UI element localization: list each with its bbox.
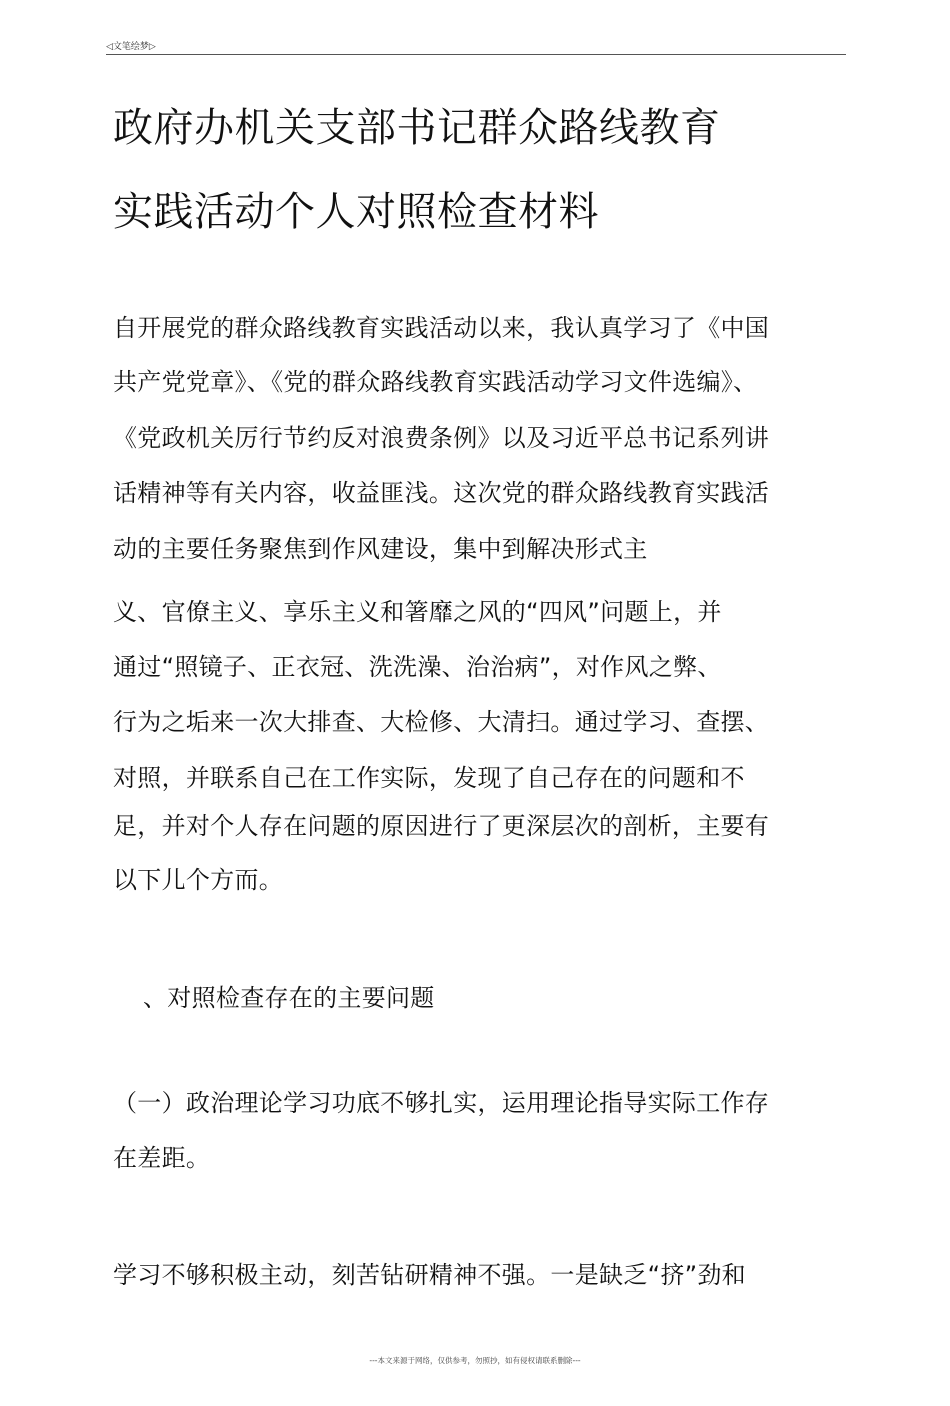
header-divider [106, 54, 846, 55]
intro-line-8: 行为之垢来一次大排查、大检修、大清扫。通过学习、查摆、 [113, 708, 770, 736]
document-title-line-2: 实践活动个人对照检查材料 [113, 189, 599, 235]
section-heading: 、对照检查存在的主要问题 [143, 984, 435, 1012]
intro-line-7: 通过“照镜子、正衣冠、洗洗澡、治治病”，对作风之弊、 [113, 653, 722, 681]
intro-line-3: 《党政机关厉行节约反对浪费条例》以及习近平总书记系列讲 [113, 424, 770, 452]
subsection-line-1: （一）政治理论学习功底不够扎实，运用理论指导实际工作存 [113, 1089, 770, 1117]
intro-line-1: 自开展党的群众路线教育实践活动以来，我认真学习了《中国 [113, 314, 770, 342]
closing-paragraph-line: 学习不够积极主动，刻苦钻研精神不强。一是缺乏“挤”劲和 [113, 1261, 746, 1289]
intro-line-2: 共产党党章》、《党的群众路线教育实践活动学习文件选编》、 [113, 368, 758, 396]
subsection-line-2: 在差距。 [113, 1144, 211, 1172]
document-title-line-1: 政府办机关支部书记群众路线教育 [113, 105, 721, 151]
intro-line-6: 义、官僚主义、享乐主义和箸靡之风的“四风”问题上，并 [113, 598, 722, 626]
intro-line-5: 动的主要任务聚焦到作风建设，集中到解决形式主 [113, 535, 648, 563]
intro-line-4: 话精神等有关内容，收益匪浅。这次党的群众路线教育实践活 [113, 479, 770, 507]
footer-disclaimer: ---本文来源于网络，仅供参考，勿照抄，如有侵权请联系删除--- [369, 1356, 581, 1365]
header-mark: ◁文笔绘梦▷ [106, 42, 156, 52]
intro-line-10: 足，并对个人存在问题的原因进行了更深层次的剖析，主要有 [113, 812, 770, 840]
intro-line-11: 以下儿个方而。 [113, 866, 284, 894]
intro-line-9: 对照，并联系自己在工作实际，发现了自己存在的问题和不 [113, 764, 745, 792]
